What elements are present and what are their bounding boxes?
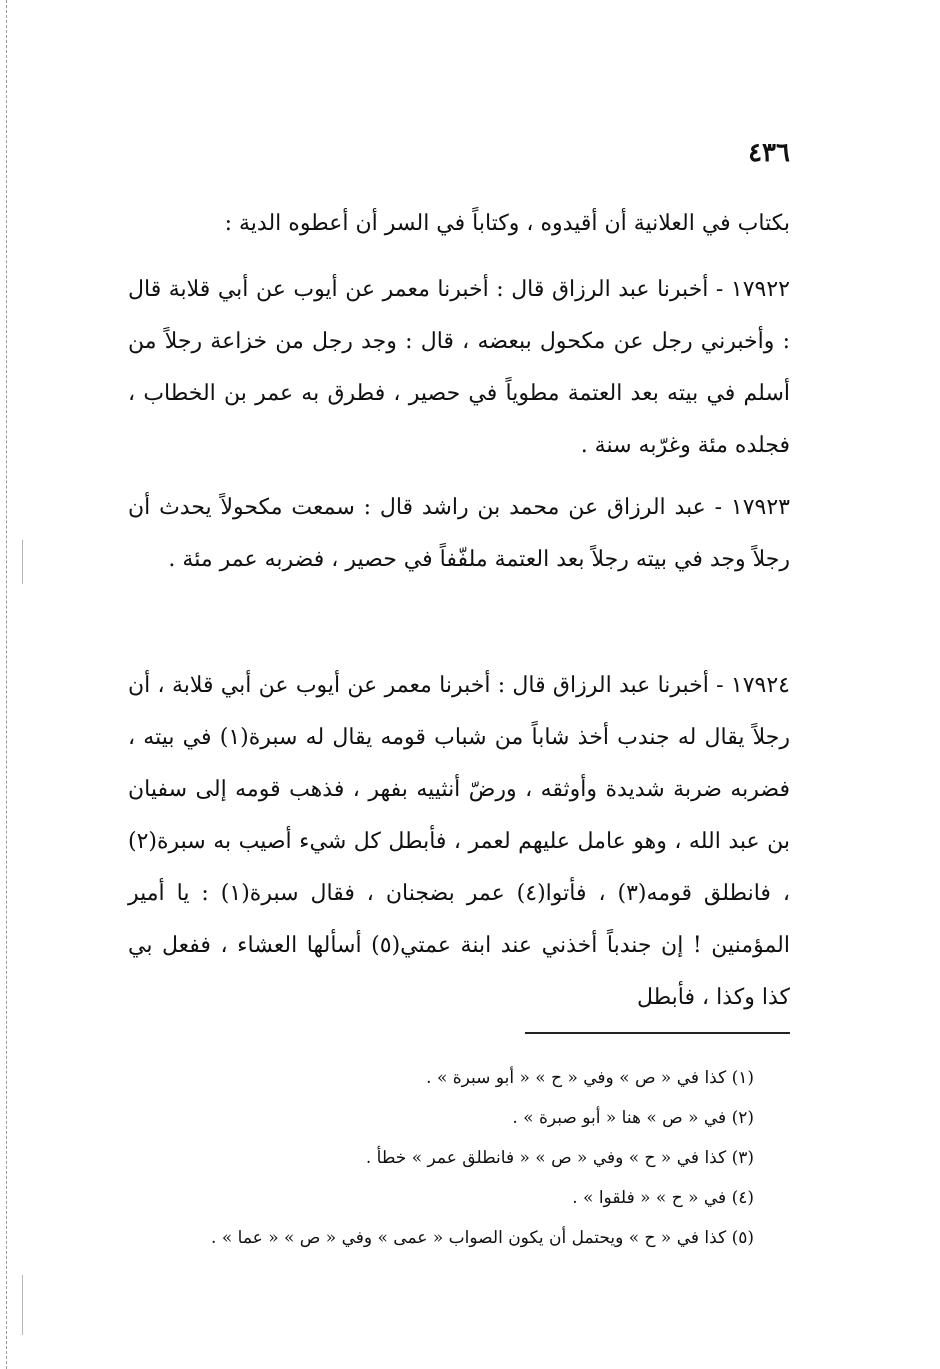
footnote-item: (٥) كذا في « ح » ويحتمل أن يكون الصواب « عمى » وفي « ص » « عما » . bbox=[211, 1228, 754, 1248]
page-edge-line bbox=[6, 0, 7, 1369]
paragraph-text: ١٧٩٢٤ - أخبرنا عبد الرزاق قال : أخبرنا معمر عن أيوب عن أبي قلابة ، أن رجلاً يقال له جندب أخذ شاباً من شباب قومه يقال له سبرة(١) في بيته ، فضربه ضربة شديدة وأوثقه ، ورضّ أنثييه بفهر ، فذهب قومه إلى سفيان بن عبد الله ، وهو عامل عليهم لعمر ، فأبطل كل شيء أصيب به سبرة(٢) ، فانطلق قومه(٣) ، فأتوا(٤) عمر بضجنان ، فقال سبرة(١) : يا أمير المؤمنين ! إن جندباً أخذني عند ابنة عمتي(٥) أسألها العشاء ، ففعل بي كذا وكذا ، فأبطل bbox=[128, 673, 791, 1010]
page-edge-mark bbox=[22, 1275, 23, 1335]
footnote-divider bbox=[525, 1032, 790, 1034]
footnote-item: (٤) في « ح » « فلقوا » . bbox=[572, 1188, 754, 1208]
hadith-17924 bbox=[128, 660, 790, 1024]
intro-paragraph bbox=[128, 198, 790, 250]
page-edge-mark bbox=[22, 540, 23, 584]
paragraph-text: ١٧٩٢٢ - أخبرنا عبد الرزاق قال : أخبرنا معمر عن أيوب عن أبي قلابة قال : وأخبرني رجل عن مكحول ببعضه ، قال : وجد رجل من خزاعة رجلاً من أسلم في بيته بعد العتمة مطوياً في حصير ، فطرق به عمر بن الخطاب ، فجلده مئة وغرّبه سنة . bbox=[128, 277, 790, 458]
hadith-17922 bbox=[128, 264, 790, 472]
footnotes bbox=[114, 1058, 754, 1258]
paragraph-text: ١٧٩٢٣ - عبد الرزاق عن محمد بن راشد قال : سمعت مكحولاً يحدث أن رجلاً وجد في بيته رجلاً بعد العتمة ملفّفاً في حصير ، فضربه عمر مئة . bbox=[128, 495, 790, 572]
footnote-item: (٢) في « ص » هنا « أبو صبرة » . bbox=[512, 1108, 754, 1128]
paragraph-text: بكتاب في العلانية أن أقيدوه ، وكتاباً في السر أن أعطوه الدية : bbox=[224, 211, 790, 236]
footnote-item: (٣) كذا في « ح » وفي « ص » « فانطلق عمر » خطأ . bbox=[365, 1148, 754, 1168]
page-number: ٤٣٦ bbox=[748, 138, 790, 168]
hadith-17923 bbox=[128, 482, 790, 586]
footnote-item: (١) كذا في « ص » وفي « ح » « أبو سبرة » . bbox=[426, 1068, 754, 1088]
